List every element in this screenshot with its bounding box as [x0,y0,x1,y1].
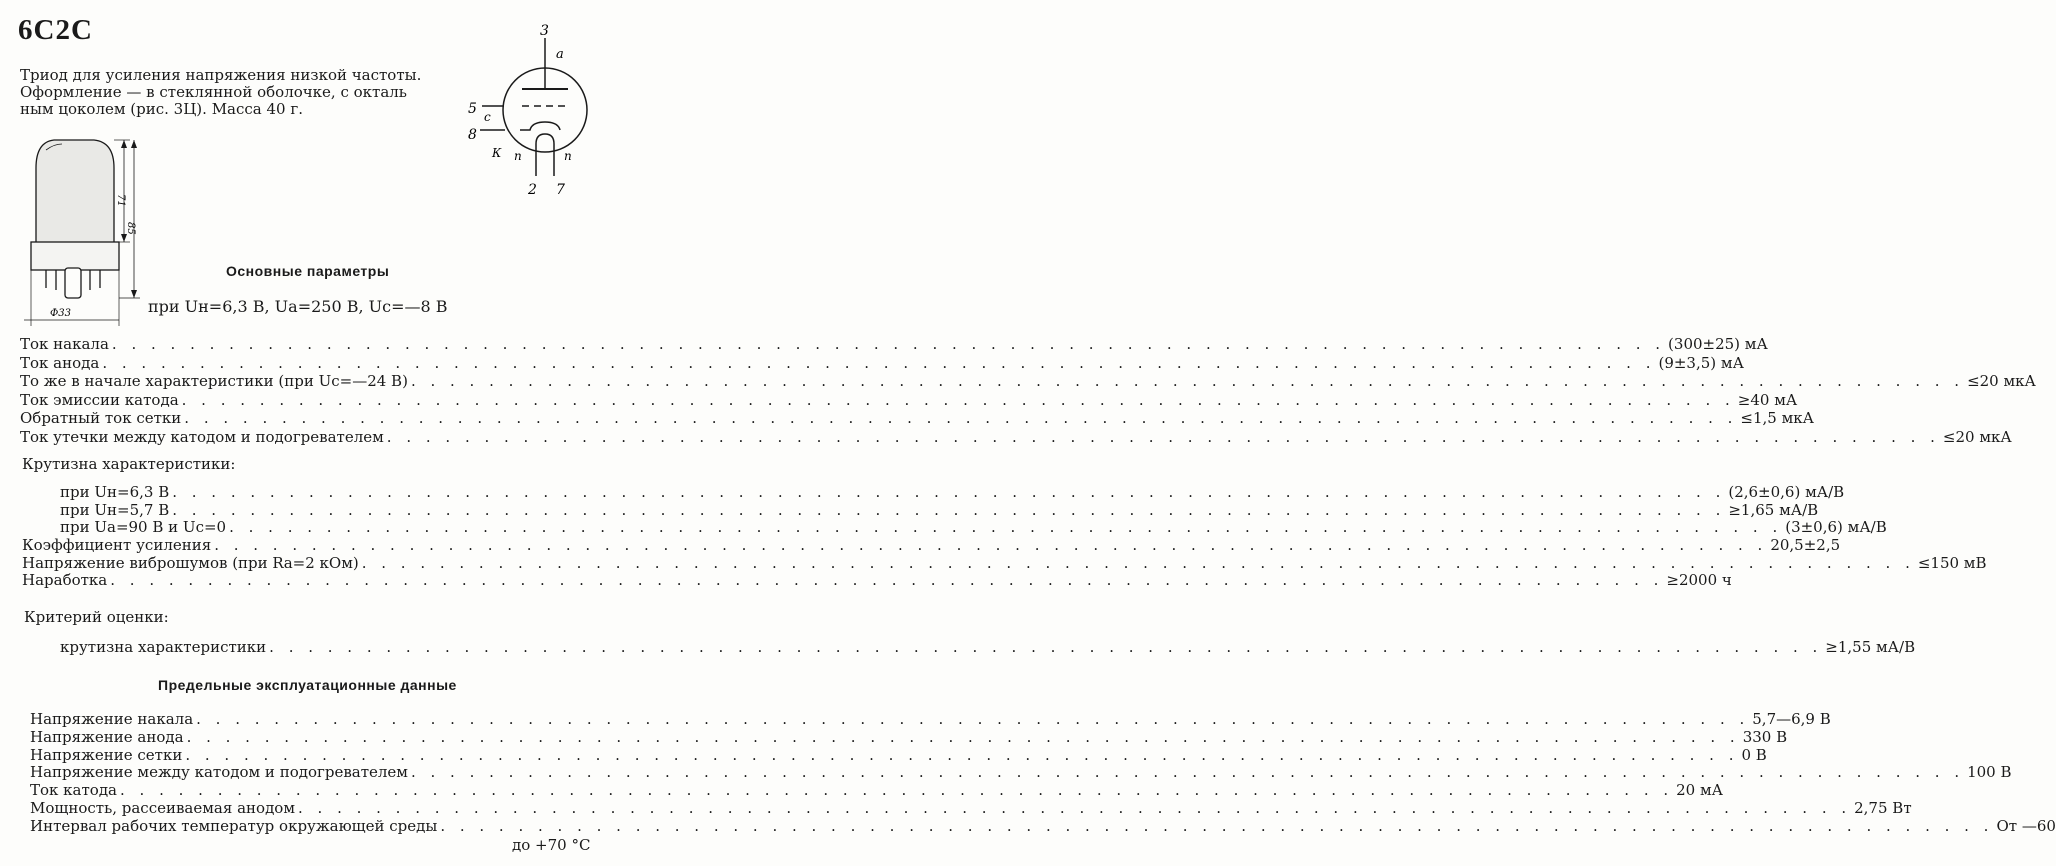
param-value: 20,5±2,5 [1770,536,1841,554]
dot-leader: . . . . . . . . . . . . . . . . . . . . . . . . . . . . . . . . . . . . . . . . . . . . . . . . . . . . . . . . . . . . . . . . . . . . . . . . . . . . . . . . [172,500,1726,519]
param-row [30,816,2056,835]
pin-heater-right: 7 [556,182,565,198]
param-value: ≥1,55 мА/В [1825,638,1916,656]
dot-leader: . . . . . . . . . . . . . . . . . . . . . . . . . . . . . . . . . . . . . . . . . . . . . . . . . . . . . . . . . . . . . . . . . . . . . . . . . . . . . . . . [410,372,1965,391]
param-value: (9±3,5) мА [1658,353,1744,372]
intro-text [20,67,445,118]
param-value: 330 В [1742,727,1788,746]
param-row [20,372,2036,391]
main-params-condition: при Uн=6,3 В, Uа=250 В, Uс=—8 В [148,297,448,316]
param-row [30,727,1788,746]
param-row [60,518,1887,536]
param-row [30,781,1724,800]
dot-leader: . . . . . . . . . . . . . . . . . . . . . . . . . . . . . . . . . . . . . . . . . . . . . . . . . . . . . . . . . . . . . . . . . . . . . . . . . . . . . . . . [186,727,1740,746]
param-label: Напряжение сетки [30,745,183,764]
label-heater-left: п [514,149,522,163]
criterion-heading: Критерий оценки: [24,608,169,626]
param-label: Напряжение анода [30,727,184,746]
param-label: Ток анода [20,353,100,372]
param-row [20,409,1815,428]
dot-leader: . . . . . . . . . . . . . . . . . . . . . . . . . . . . . . . . . . . . . . . . . . . . . . . . . . . . . . . . . . . . . . . . . . . . . . . . . . . . . . . . [172,483,1726,501]
limits-heading: Предельные эксплуатационные данные [158,677,457,693]
dim-height-1: 71 [115,194,126,207]
param-label: Наработка [22,571,108,589]
dim-height-2: 85 [125,222,136,235]
param-value: ≤20 мкА [1942,428,2012,446]
main-params-heading: Основные параметры [226,263,390,279]
dot-leader: . . . . . . . . . . . . . . . . . . . . . . . . . . . . . . . . . . . . . . . . . . . . . . . . . . . . . . . . . . . . . . . . . . . . . . . . . . . . . . . . [110,571,1664,589]
param-label: Коэффициент усиления [22,536,212,554]
label-cathode: К [492,146,502,160]
param-row [30,799,1912,817]
param-label: Мощность, рассеиваемая анодом [30,799,295,817]
param-label: Ток эмиссии катода [20,390,179,409]
limits-last-line: до +70 °С [512,836,591,854]
dot-leader: . . . . . . . . . . . . . . . . . . . . . . . . . . . . . . . . . . . . . . . . . . . . . . . . . . . . . . . . . . . . . . . . . . . . . . . . . . . . . . . . [102,353,1656,372]
param-row [20,390,1798,409]
intro-line: ным цоколем (рис. 3Ц). Масса 40 г. [20,100,303,118]
label-grid: с [484,110,491,124]
param-value: ≥40 мА [1737,390,1798,409]
dot-leader: . . . . . . . . . . . . . . . . . . . . . . . . . . . . . . . . . . . . . . . . . . . . . . . . . . . . . . . . . . . . . . . . . . . . . . . . . . . . . . . . [196,710,1750,728]
param-row [22,571,1732,589]
param-label: Ток накала [20,335,109,353]
param-value: ≤150 мВ [1917,553,1987,572]
pin-anode: 3 [540,23,549,39]
pin-grid: 5 [468,101,477,117]
tube-drawing [14,130,144,340]
param-label: Интервал рабочих температур окружающей среды [30,816,438,835]
param-row [60,483,1845,501]
dot-leader: . . . . . . . . . . . . . . . . . . . . . . . . . . . . . . . . . . . . . . . . . . . . . . . . . . . . . . . . . . . . . . . . . . . . . . . . . . . . . . . . [269,638,1823,656]
dot-leader: . . . . . . . . . . . . . . . . . . . . . . . . . . . . . . . . . . . . . . . . . . . . . . . . . . . . . . . . . . . . . . . . . . . . . . . . . . . . . . . . [120,781,1674,800]
param-label: при Uа=90 В и Uс=0 [60,518,227,536]
param-label: Ток утечки между катодом и подогревателем [20,428,384,446]
param-value: (300±25) мА [1668,335,1768,353]
param-value: От —60 [1996,816,2056,835]
tube-schematic [460,18,610,203]
param-label: Ток катода [30,781,118,800]
param-label: крутизна характеристики [60,638,267,656]
param-label: Напряжение между катодом и подогревателем [30,763,408,782]
param-value: ≤1,5 мкА [1740,409,1815,428]
param-value: (3±0,6) мА/В [1785,518,1887,536]
param-row [60,500,1819,519]
param-label: Напряжение накала [30,710,194,728]
dot-leader: . . . . . . . . . . . . . . . . . . . . . . . . . . . . . . . . . . . . . . . . . . . . . . . . . . . . . . . . . . . . . . . . . . . . . . . . . . . . . . . . [298,799,1852,817]
param-label: при Uн=5,7 В [60,500,170,519]
param-value: 5,7—6,9 В [1752,710,1831,728]
param-value: ≥1,65 мА/В [1728,500,1819,519]
dot-leader: . . . . . . . . . . . . . . . . . . . . . . . . . . . . . . . . . . . . . . . . . . . . . . . . . . . . . . . . . . . . . . . . . . . . . . . . . . . . . . . . [185,745,1739,764]
param-value: 0 В [1741,745,1767,764]
dot-leader: . . . . . . . . . . . . . . . . . . . . . . . . . . . . . . . . . . . . . . . . . . . . . . . . . . . . . . . . . . . . . . . . . . . . . . . . . . . . . . . . [361,553,1915,572]
label-heater-right: п [564,149,572,163]
param-row [30,763,2012,782]
dim-diameter: Ф33 [50,308,72,319]
param-row [30,710,1831,728]
param-value: 2,75 Вт [1854,799,1912,817]
dot-leader: . . . . . . . . . . . . . . . . . . . . . . . . . . . . . . . . . . . . . . . . . . . . . . . . . . . . . . . . . . . . . . . . . . . . . . . . . . . . . . . . [440,816,1994,835]
param-row [22,553,1987,572]
dot-leader: . . . . . . . . . . . . . . . . . . . . . . . . . . . . . . . . . . . . . . . . . . . . . . . . . . . . . . . . . . . . . . . . . . . . . . . . . . . . . . . . [410,763,1965,782]
dot-leader: . . . . . . . . . . . . . . . . . . . . . . . . . . . . . . . . . . . . . . . . . . . . . . . . . . . . . . . . . . . . . . . . . . . . . . . . . . . . . . . . [214,536,1768,554]
param-row [20,335,1768,353]
param-label: Напряжение виброшумов (при Rа=2 кОм) [22,553,359,572]
param-label: То же в начале характеристики (при Uс=—24 В) [20,372,408,391]
dot-leader: . . . . . . . . . . . . . . . . . . . . . . . . . . . . . . . . . . . . . . . . . . . . . . . . . . . . . . . . . . . . . . . . . . . . . . . . . . . . . . . . [386,428,1940,446]
pin-heater-left: 2 [528,182,537,198]
dot-leader: . . . . . . . . . . . . . . . . . . . . . . . . . . . . . . . . . . . . . . . . . . . . . . . . . . . . . . . . . . . . . . . . . . . . . . . . . . . . . . . . [181,390,1735,409]
param-label: при Uн=6,3 В [60,483,170,501]
param-value: ≤20 мкА [1967,372,2036,391]
param-row [60,638,1916,656]
param-value: (2,6±0,6) мА/В [1728,483,1845,501]
param-value: 20 мА [1676,781,1724,800]
intro-line: Оформление — в стеклянной оболочке, с окталь [20,83,407,101]
param-row [30,745,1767,764]
param-row [20,428,2012,446]
dot-leader: . . . . . . . . . . . . . . . . . . . . . . . . . . . . . . . . . . . . . . . . . . . . . . . . . . . . . . . . . . . . . . . . . . . . . . . . . . . . . . . . [111,335,1666,353]
slope-heading: Крутизна характеристики: [22,455,236,473]
page-title: 6С2С [18,14,93,46]
label-anode: а [556,47,564,62]
param-value: 100 В [1967,763,2012,782]
dot-leader: . . . . . . . . . . . . . . . . . . . . . . . . . . . . . . . . . . . . . . . . . . . . . . . . . . . . . . . . . . . . . . . . . . . . . . . . . . . . . . . . [184,409,1738,428]
pin-cathode: 8 [468,127,477,143]
param-row [22,536,1841,554]
intro-line: Триод для усиления напряжения низкой частоты. [20,66,422,84]
param-row [20,353,1744,372]
param-value: ≥2000 ч [1666,571,1732,589]
param-label: Обратный ток сетки [20,409,182,428]
dot-leader: . . . . . . . . . . . . . . . . . . . . . . . . . . . . . . . . . . . . . . . . . . . . . . . . . . . . . . . . . . . . . . . . . . . . . . . . . . . . . . . . [229,518,1783,536]
